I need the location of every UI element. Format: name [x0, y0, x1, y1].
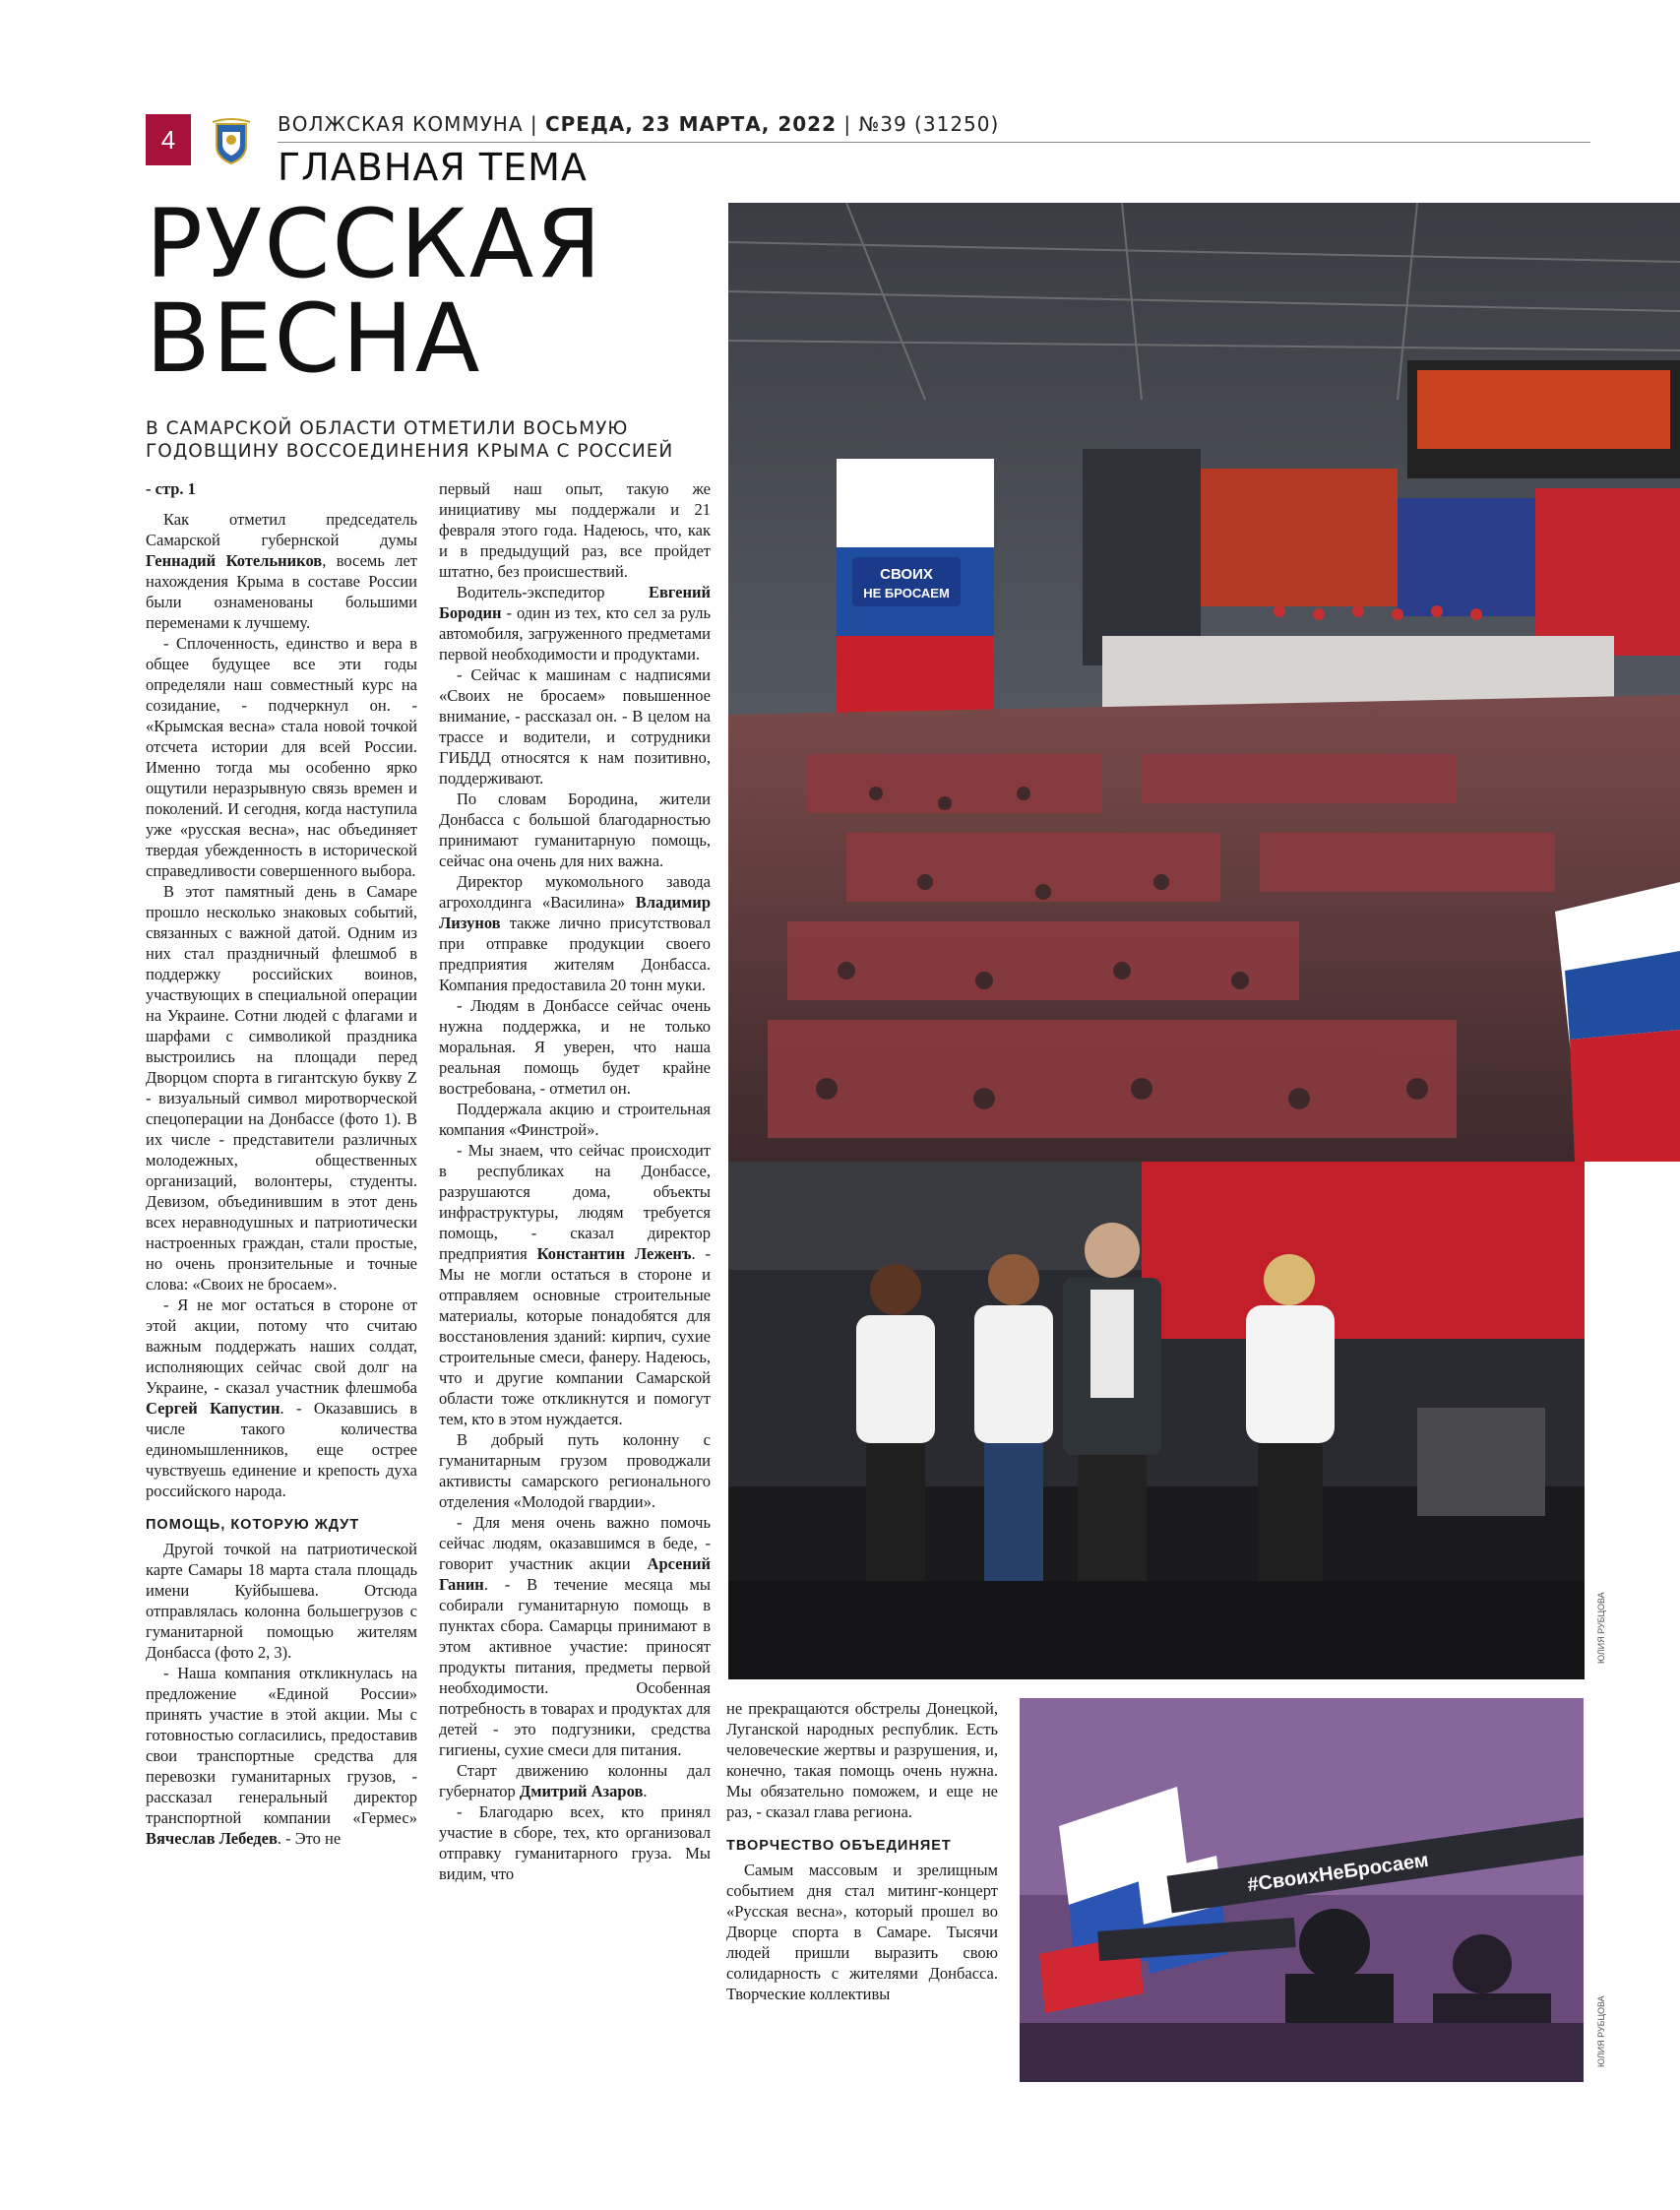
issue-number: №39 (31250) [858, 112, 1000, 136]
section-title: ГЛАВНАЯ ТЕМА [278, 146, 588, 189]
paragraph: Другой точкой на патриотической карте Самары 18 марта стала площадь имени Куйбышева. Отсюда отправлялась колонна большегрузов с гуманитарной помощью жителям Донбасса (фото 2, 3). [146, 1540, 417, 1662]
continued-from: - стр. 1 [146, 479, 196, 498]
paragraph: - Благодарю всех, кто принял участие в сборе, тех, кто организовал отправку гуманитарного груза. Мы видим, что [439, 1802, 711, 1883]
regional-emblem-icon [207, 118, 256, 165]
person-name: Сергей Капустин [146, 1399, 280, 1418]
paragraph: - Мы знаем, что сейчас происходит в республиках на Донбассе, разрушаются дома, объекты инфраструктуры, людям требуется помощь, - сказал директор предприятия Константин Леженъ. - Мы не могли остаться в стороне и отправляем основные строительные материалы, которые понадобятся для восстановления зданий: кирпич, сухие строительные смеси, фанеру. Надеюсь, что и другие компании Самарской области тоже откликнутся и помогут тем, кто в этом нуждается. [439, 1141, 711, 1428]
paragraph: - Наша компания откликнулась на предложение «Единой России» принять участие в этой акции. Мы с готовностью согласились, предоставив свои транспортные средства для перевозки гуманитарных грузов, - рассказал генеральный директор транспортной компании «Гермес» Вячеслав Лебедев. - Это не [146, 1664, 417, 1848]
newspaper-name: ВОЛЖСКАЯ КОММУНА [278, 112, 524, 136]
person-name: Вячеслав Лебедев [146, 1829, 278, 1848]
person-name: Константин Леженъ [536, 1244, 692, 1263]
banner-text-1: СВОИХ [880, 566, 933, 583]
paragraph: - Я не мог остаться в стороне от этой акции, потому что считаю важным поддержать наших солдат, исполняющих сейчас свой долг на Украине, - сказал участник флешмоба Сергей Капустин. - Оказавшись в числе такого количества единомышленников, еще острее чувствуешь единение и крепость духа российского народа. [146, 1295, 417, 1500]
person-name: Евгений Бородин [439, 583, 711, 622]
headline-line-1: РУССКАЯ [146, 189, 603, 299]
person-name: Геннадий Котельников [146, 551, 323, 570]
paragraph: В этот памятный день в Самаре прошло несколько знаковых событий, связанных с важной датой. Одним из них стал праздничный флешмоб в поддержку российских воинов, участвующих в специальной операции на Украине. Сотни людей с флагами и шарфами с символикой праздника выстроились на площади перед Дворцом спорта в гигантскую букву Z - визуальный символ миротворческой спецоперации на Донбассе (фото 1). В их числе - представители различных молодежных, общественных организаций, волонтеры, студенты. Девизом, объединившим в этот день всех неравнодушных и патриотически настроенных граждан, стали простые, но очень пронзительные и точные слова: «Своих не бросаем». [146, 882, 417, 1294]
issue-date: СРЕДА, 23 МАРТА, 2022 [544, 112, 837, 136]
photo-credit: ЮЛИЯ РУБЦОВА [1596, 1995, 1606, 2067]
masthead-rule [278, 142, 1590, 143]
person-name: Дмитрий Азаров [519, 1782, 644, 1800]
page-number: 4 [146, 114, 191, 165]
headline [146, 189, 697, 394]
paragraph: Директор мукомольного завода агрохолдинга «Василина» Владимир Лизунов также лично присутствовал при отправке продукции своего предприятия жителям Донбасса. Компания предоставила 20 тонн муки. [439, 872, 711, 994]
paragraph: не прекращаются обстрелы Донецкой, Луганской народных республик. Есть человеческие жертвы и разрушения, и, конечно, такая помощь очень нужна. Мы обязательно поможем, и еще не раз, - сказал глава региона. [726, 1699, 998, 1821]
article-column-2 [439, 478, 711, 1884]
article-column-3 [726, 1698, 998, 2004]
headline-line-2: ВЕСНА [146, 284, 482, 394]
subsection-heading: ПОМОЩЬ, КОТОРУЮ ЖДУТ [146, 1517, 360, 1533]
person-name: Владимир Лизунов [439, 893, 711, 932]
article-column-1 [146, 478, 417, 1849]
person [1063, 1223, 1161, 1603]
photo-arena-concert [728, 203, 1680, 1162]
paragraph: - Сплоченность, единство и вера в общее будущее все эти годы определяли наш совместный курс на созидание, - подчеркнул он. - «Крымская весна» стала новой точкой отсчета истории для всей России. Именно тогда мы особенно ярко ощутили неразрывную связь времен и поколений. И сегодня, когда наступила уже «русская весна», нас объединяет твердая убежденность в исторической справедливости совершенного выбора. [146, 634, 417, 880]
scarf-text: #СвоихНеБросаем [1246, 1849, 1430, 1897]
person-name: Арсений Ганин [439, 1554, 711, 1594]
paragraph: - Для меня очень важно помочь сейчас людям, оказавшимся в беде, - говорит участник акции Арсений Ганин. - В течение месяца мы собирали гуманитарную помощь в пунктах сбора. Самарцы принимают в этом активное участие: приносят продукты питания, предметы первой необходимости. Особенная потребность в товарах и продуктах для детей - это подгузники, средства гигиены, сухие смеси для питания. [439, 1513, 711, 1759]
paragraph: Водитель-экспедитор Евгений Бородин - один из тех, кто сел за руль автомобиля, загруженного предметами первой необходимости и продуктами. [439, 583, 711, 663]
paragraph: первый наш опыт, такую же инициативу мы поддержали и 21 февраля этого года. Надеюсь, что, как и в предыдущий раз, все пройдет штатно, без происшествий. [439, 479, 711, 581]
paragraph: Поддержала акцию и строительная компания «Финстрой». [439, 1100, 711, 1139]
paragraph: - Людям в Донбассе сейчас очень нужна поддержка, и не только моральная. Я уверен, что наша реальная помощь будет крайне востребована, - отметил он. [439, 996, 711, 1098]
paragraph: В добрый путь колонну с гуманитарным грузом проводжали активисты самарского регионального отделения «Молодой гвардии». [439, 1430, 711, 1511]
photo-stage-speakers [728, 1162, 1585, 1679]
photo-crowd-flags [1020, 1698, 1584, 2082]
masthead: ВОЛЖСКАЯ КОММУНА | СРЕДА, 23 МАРТА, 2022 | №39 (31250) [278, 112, 1000, 136]
paragraph: - Сейчас к машинам с надписями «Своих не бросаем» повышенное внимание, - рассказал он. - В целом на трассе и водители, и сотрудники ГИБДД относятся к нам позитивно, поддерживают. [439, 665, 711, 788]
paragraph: Как отметил председатель Самарской губернской думы Геннадий Котельников, восемь лет нахождения Крыма в составе России были ознаменованы большими переменами к лучшему. [146, 510, 417, 632]
subheadline: В САМАРСКОЙ ОБЛАСТИ ОТМЕТИЛИ ВОСЬМУЮ ГОДОВЩИНУ ВОССОЕДИНЕНИЯ КРЫМА С РОССИЕЙ [146, 418, 674, 462]
paragraph: По словам Бородина, жители Донбасса с большой благодарностью принимают гуманитарную помощь, сейчас она очень для них важна. [439, 789, 711, 870]
photo-credit: ЮЛИЯ РУБЦОВА [1596, 1592, 1606, 1664]
paragraph: Старт движению колонны дал губернатор Дмитрий Азаров. [439, 1761, 711, 1800]
subsection-heading: ТВОРЧЕСТВО ОБЪЕДИНЯЕТ [726, 1838, 952, 1854]
paragraph: Самым массовым и зрелищным событием дня стал митинг-концерт «Русская весна», который прошел во Дворце спорта в Самаре. Тысячи людей пришли выразить свою солидарность с жителями Донбасса. Творческие коллективы [726, 1861, 998, 2003]
banner-text-2: НЕ БРОСАЕМ [863, 586, 950, 600]
